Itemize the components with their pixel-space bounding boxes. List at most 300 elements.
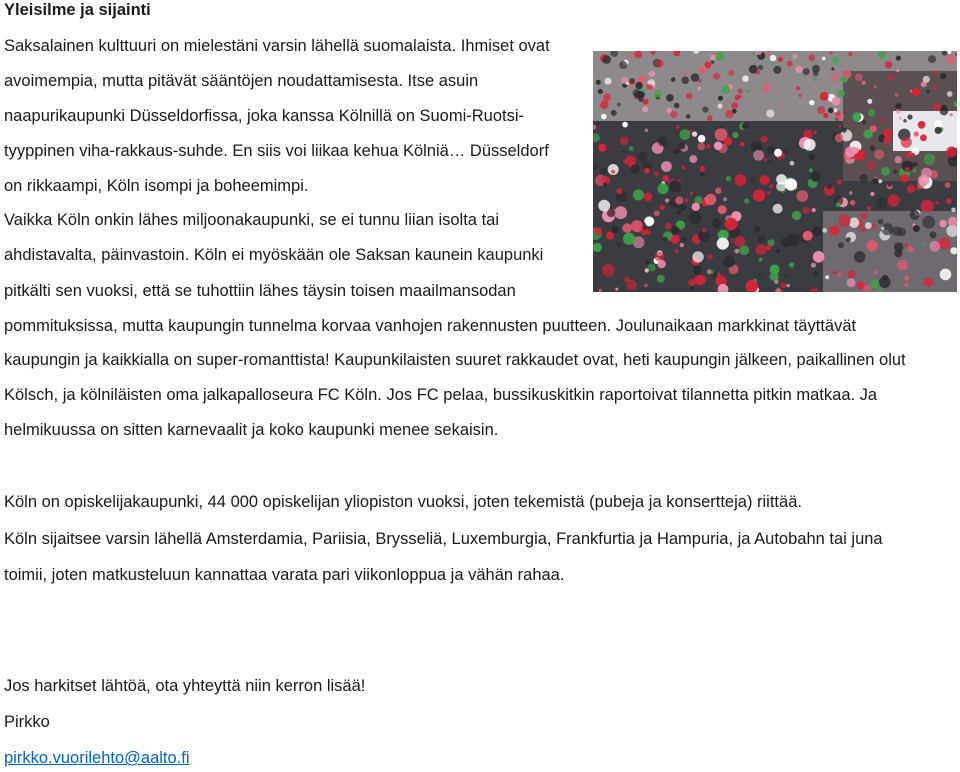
photo-texture-dot xyxy=(776,249,781,254)
photo-texture-dot xyxy=(842,128,847,133)
photo-texture-dot xyxy=(896,56,901,61)
photo-texture-dot xyxy=(644,230,649,235)
photo-texture-dot xyxy=(756,71,760,75)
photo-texture-dot xyxy=(611,226,619,234)
photo-texture-dot xyxy=(923,277,933,287)
photo-texture-dot xyxy=(679,143,686,150)
photo-texture-dot xyxy=(895,103,901,109)
photo-texture-dot xyxy=(763,80,766,83)
photo-texture-dot xyxy=(861,213,868,220)
photo-texture-dot xyxy=(768,239,775,246)
photo-texture-dot xyxy=(848,52,852,56)
photo-texture-dot xyxy=(774,149,782,157)
photo-texture-dot xyxy=(935,127,942,134)
photo-texture-dot xyxy=(704,61,711,68)
photo-texture-dot xyxy=(758,236,765,243)
photo-texture-dot xyxy=(605,78,612,85)
photo-texture-dot xyxy=(600,101,608,109)
photo-texture-dot xyxy=(688,279,695,286)
photo-texture-dot xyxy=(848,270,856,278)
photo-texture-dot xyxy=(642,89,646,93)
photo-texture-dot xyxy=(676,125,680,129)
photo-texture-dot xyxy=(905,167,910,172)
photo-texture-dot xyxy=(881,167,890,176)
photo-texture-dot xyxy=(929,241,940,252)
photo-texture-dot xyxy=(830,51,833,54)
photo-texture-dot xyxy=(681,77,689,85)
photo-texture-dot xyxy=(881,227,884,230)
photo-texture-dot xyxy=(671,226,680,235)
paragraph-line: Saksalainen kulttuuri on mielestäni varsin lähellä suomalaista. Ihmiset ovat xyxy=(4,37,550,55)
photo-texture-dot xyxy=(924,154,936,166)
photo-texture-dot xyxy=(811,263,816,268)
photo-texture-dot xyxy=(867,206,871,210)
photo-texture-dot xyxy=(686,114,691,119)
photo-texture-dot xyxy=(845,146,856,157)
photo-texture-dot xyxy=(754,226,760,232)
photo-texture-dot xyxy=(809,75,812,78)
photo-texture-dot xyxy=(832,56,839,63)
paragraph-line: pommituksissa, mutta kaupungin tunnelma korvaa vanhojen rakennusten puutteen. Joulunaikaan markkinat täyttävät xyxy=(4,317,857,335)
paragraph-line: Köln sijaitsee varsin lähellä Amsterdamia, Pariisia, Brysseliä, Luxemburgia, Frankfurtia ja Hampuria, ja Autobahn tai juna xyxy=(4,530,883,548)
photo-texture-dot xyxy=(663,175,669,181)
photo-texture-dot xyxy=(769,184,773,188)
photo-texture-dot xyxy=(773,204,783,214)
photo-texture-dot xyxy=(607,209,615,217)
photo-texture-dot xyxy=(654,171,659,176)
photo-texture-dot xyxy=(645,129,649,133)
photo-texture-dot xyxy=(692,203,700,211)
photo-texture-dot xyxy=(598,144,606,152)
photo-texture-dot xyxy=(830,73,839,82)
email-link[interactable]: pirkko.vuorilehto@aalto.fi xyxy=(4,749,190,767)
photo-texture-dot xyxy=(671,77,676,82)
photo-texture-dot xyxy=(781,282,787,288)
photo-texture-dot xyxy=(876,197,887,208)
photo-texture-dot xyxy=(600,167,607,174)
photo-texture-dot xyxy=(654,210,660,216)
photo-texture-dot xyxy=(712,219,721,228)
photo-texture-dot xyxy=(926,89,930,93)
photo-texture-dot xyxy=(724,137,732,145)
photo-texture-dot xyxy=(822,57,826,61)
photo-texture-dot xyxy=(601,114,607,120)
photo-texture-dot xyxy=(623,233,635,245)
photo-texture-dot xyxy=(669,201,675,207)
photo-texture-dot xyxy=(644,168,650,174)
photo-texture-dot xyxy=(705,194,716,205)
photo-texture-dot xyxy=(674,148,680,154)
photo-texture-dot xyxy=(619,61,627,69)
photo-texture-dot xyxy=(913,225,920,232)
section-heading: Yleisilme ja sijainti xyxy=(4,1,151,19)
photo-texture-dot xyxy=(888,183,892,187)
photo-texture-dot xyxy=(896,109,901,114)
photo-texture-dot xyxy=(699,67,706,74)
photo-texture-dot xyxy=(838,125,841,128)
photo-texture-dot xyxy=(716,52,725,61)
signature-name: Pirkko xyxy=(4,713,50,731)
photo-texture-dot xyxy=(669,180,681,192)
photo-texture-dot xyxy=(682,237,688,243)
photo-texture-dot xyxy=(622,223,632,233)
photo-texture-dot xyxy=(951,208,956,213)
photo-texture-dot xyxy=(921,81,927,87)
photo-texture-dot xyxy=(694,275,705,286)
photo-texture-dot xyxy=(778,57,783,62)
photo-texture-dot xyxy=(796,86,800,90)
photo-texture-dot xyxy=(644,284,648,288)
photo-texture-dot xyxy=(611,110,617,116)
photo-texture-dot xyxy=(770,55,776,61)
paragraph-line: naapurikaupunki Düsseldorfissa, joka kanssa Kölnillä on Suomi-Ruotsi- xyxy=(4,107,525,125)
photo-texture-dot xyxy=(838,90,845,97)
photo-texture-dot xyxy=(850,200,855,205)
photo-texture-dot xyxy=(873,85,877,89)
photo-texture-dot xyxy=(878,288,882,292)
paragraph-line: on rikkaampi, Köln isompi ja boheemimpi. xyxy=(4,177,309,195)
photo-texture-dot xyxy=(797,190,809,202)
photo-texture-dot xyxy=(675,196,683,204)
paragraph-line: toimii, joten matkusteluun kannattaa varata pari viikonloppua ja vähän rahaa. xyxy=(4,566,565,584)
photo-texture-dot xyxy=(615,288,618,291)
photo-texture-dot xyxy=(803,206,811,214)
photo-texture-dot xyxy=(657,275,665,283)
photo-texture-dot xyxy=(734,236,745,247)
photo-texture-dot xyxy=(934,70,939,75)
photo-texture-dot xyxy=(933,85,938,90)
photo-texture-dot xyxy=(867,161,875,169)
photo-texture-dot xyxy=(666,94,674,102)
photo-texture-dot xyxy=(809,168,813,172)
photo-texture-dot xyxy=(767,51,771,55)
photo-texture-dot xyxy=(813,251,825,263)
photo-texture-dot xyxy=(654,90,662,98)
photo-texture-dot xyxy=(870,192,874,196)
photo-texture-dot xyxy=(792,211,801,220)
photo-texture-dot xyxy=(928,55,936,63)
photo-texture-dot xyxy=(869,146,875,152)
photo-texture-dot xyxy=(657,183,668,194)
photo-texture-dot xyxy=(921,168,932,179)
photo-texture-dot xyxy=(674,249,679,254)
photo-texture-dot xyxy=(920,134,927,141)
photo-texture-dot xyxy=(810,172,820,182)
photo-texture-dot xyxy=(707,115,713,121)
photo-texture-dot xyxy=(773,66,781,74)
photo-texture-dot xyxy=(881,119,885,123)
photo-texture-dot xyxy=(758,65,763,70)
photo-texture-dot xyxy=(888,75,893,80)
photo-texture-dot xyxy=(621,77,629,85)
photo-texture-dot xyxy=(603,182,607,186)
photo-texture-dot xyxy=(871,280,880,289)
photo-texture-dot xyxy=(603,93,611,101)
photo-texture-dot xyxy=(938,237,950,249)
photo-texture-dot xyxy=(854,251,866,263)
photo-texture-dot xyxy=(859,174,867,182)
photo-texture-dot xyxy=(761,136,768,143)
photo-texture-dot xyxy=(634,91,643,100)
photo-texture-dot xyxy=(893,169,897,173)
photo-texture-dot xyxy=(665,223,671,229)
photo-texture-dot xyxy=(831,67,834,70)
photo-texture-dot xyxy=(903,119,907,123)
paragraph-line: Vaikka Köln onkin lähes miljoonakaupunki, se ei tunnu liian isolta tai xyxy=(4,211,499,229)
photo-texture-dot xyxy=(857,282,865,290)
photo-texture-dot xyxy=(895,93,899,97)
photo-texture-dot xyxy=(689,286,694,291)
photo-texture-dot xyxy=(837,273,842,278)
photo-texture-dot xyxy=(829,226,839,236)
photo-texture-dot xyxy=(910,210,920,220)
photo-texture-dot xyxy=(642,107,648,113)
photo-texture-dot xyxy=(870,125,877,132)
photo-texture-dot xyxy=(602,264,615,277)
photo-texture-dot xyxy=(907,185,916,194)
photo-texture-dot xyxy=(689,212,702,225)
photo-texture-dot xyxy=(657,260,666,269)
photo-texture-dot xyxy=(700,166,706,172)
photo-texture-dot xyxy=(855,73,863,81)
photo-texture-dot xyxy=(904,244,908,248)
paragraph-line: Kölsch, ja kölniläisten oma jalkapalloseura FC Köln. Jos FC pelaa, bussikuskitkin raportoivat tilannetta pitkin matkaa. Ja xyxy=(4,386,878,404)
photo-texture-dot xyxy=(767,146,775,154)
photo-texture-dot xyxy=(878,179,882,183)
photo-texture-dot xyxy=(759,258,763,262)
photo-texture-dot xyxy=(885,61,892,68)
photo-texture-dot xyxy=(684,73,687,76)
photo-texture-dot xyxy=(835,134,844,143)
paragraph-line: Köln on opiskelijakaupunki, 44 000 opiskelijan yliopiston vuoksi, joten tekemistä (pubeja ja konsertteja) riittää. xyxy=(4,493,802,511)
photo-texture-dot xyxy=(940,269,952,281)
photo-texture-dot xyxy=(776,182,786,192)
photo-texture-dot xyxy=(645,261,649,265)
photo-texture-dot xyxy=(614,206,627,219)
photo-texture-dot xyxy=(770,272,779,281)
photo-texture-dot xyxy=(847,278,856,287)
photo-texture-dot xyxy=(693,266,702,275)
photo-texture-dot xyxy=(629,78,635,84)
photo-texture-dot xyxy=(808,154,815,161)
photo-texture-dot xyxy=(888,194,900,206)
photo-texture-dot xyxy=(771,61,776,66)
photo-texture-dot xyxy=(921,200,934,213)
photo-texture-dot xyxy=(861,120,866,125)
photo-texture-dot xyxy=(735,174,747,186)
photo-texture-dot xyxy=(904,275,909,280)
photo-texture-dot xyxy=(927,174,930,177)
photo-texture-dot xyxy=(813,227,823,237)
photo-texture-dot xyxy=(820,92,829,101)
photo-texture-dot xyxy=(825,275,829,279)
photo-texture-dot xyxy=(940,220,947,227)
photo-texture-dot xyxy=(752,53,755,56)
photo-texture-dot xyxy=(912,88,920,96)
photo-texture-dot xyxy=(717,238,729,250)
photo-texture-dot xyxy=(698,135,706,143)
photo-texture-dot xyxy=(874,149,884,159)
photo-texture-dot xyxy=(798,94,801,97)
photo-texture-dot xyxy=(828,108,834,114)
photo-texture-dot xyxy=(684,198,688,202)
paragraph-line: ahdistavalta, päinvastoin. Köln ei myöskään ole Saksan kaunein kaupunki xyxy=(4,246,544,264)
photo-texture-dot xyxy=(914,131,919,136)
photo-texture-dot xyxy=(817,106,825,114)
photo-texture-dot xyxy=(629,53,633,57)
photo-texture-dot xyxy=(922,216,935,229)
photo-texture-dot xyxy=(789,262,794,267)
photo-texture-dot xyxy=(753,150,764,161)
photo-texture-dot xyxy=(814,131,817,134)
carnival-crowd-photo xyxy=(593,51,957,292)
photo-texture-dot xyxy=(878,51,886,59)
photo-texture-dot xyxy=(710,55,716,61)
photo-texture-dot xyxy=(836,202,841,207)
photo-texture-dot xyxy=(838,242,844,248)
photo-texture-dot xyxy=(904,283,908,287)
photo-texture-dot xyxy=(813,77,818,82)
photo-texture-dot xyxy=(623,159,628,164)
photo-texture-dot xyxy=(700,173,704,177)
photo-texture-dot xyxy=(710,270,714,274)
photo-texture-dot xyxy=(883,129,892,138)
photo-texture-dot xyxy=(728,70,734,76)
photo-texture-dot xyxy=(838,215,851,228)
photo-texture-dot xyxy=(827,184,833,190)
photo-texture-dot xyxy=(622,122,628,128)
photo-texture-dot xyxy=(785,275,788,278)
paragraph-line: avoimempia, mutta pitävät sääntöjen noudattamisesta. Itse asuin xyxy=(4,72,479,90)
photo-texture-dot xyxy=(731,102,738,109)
photo-texture-dot xyxy=(617,242,622,247)
photo-texture-dot xyxy=(737,88,743,94)
photo-texture-dot xyxy=(897,260,908,271)
photo-texture-dot xyxy=(883,136,891,144)
photo-texture-dot xyxy=(803,231,813,241)
photo-texture-dot xyxy=(746,89,749,92)
photo-texture-dot xyxy=(750,177,755,182)
photo-texture-dot xyxy=(742,123,749,130)
photo-texture-dot xyxy=(849,191,853,195)
photo-texture-dot xyxy=(935,201,939,205)
photo-texture-dot xyxy=(611,170,615,174)
photo-texture-dot xyxy=(763,85,771,93)
photo-texture-dot xyxy=(878,219,884,225)
photo-texture-dot xyxy=(598,89,603,94)
photo-texture-dot xyxy=(760,175,770,185)
photo-texture-dot xyxy=(725,218,738,231)
photo-texture-dot xyxy=(715,188,721,194)
paragraph-line: helmikuussa on sitten karnevaalit ja koko kaupunki menee sekaisin. xyxy=(4,421,499,439)
photo-texture-dot xyxy=(843,70,852,79)
photo-texture-dot xyxy=(658,136,668,146)
photo-texture-dot xyxy=(894,242,904,252)
photo-texture-dot xyxy=(691,73,700,82)
photo-texture-dot xyxy=(744,198,750,204)
photo-texture-dot xyxy=(896,69,899,72)
photo-texture-dot xyxy=(726,176,732,182)
photo-texture-dot xyxy=(697,143,705,151)
photo-texture-dot xyxy=(795,66,802,73)
photo-texture-dot xyxy=(832,97,841,106)
photo-texture-dot xyxy=(711,60,714,63)
photo-texture-dot xyxy=(620,137,629,146)
photo-texture-dot xyxy=(895,156,902,163)
photo-texture-dot xyxy=(742,76,748,82)
photo-texture-dot xyxy=(892,226,902,236)
photo-texture-dot xyxy=(861,227,866,232)
photo-texture-dot xyxy=(631,220,643,232)
photo-texture-dot xyxy=(918,121,926,129)
photo-texture-dot xyxy=(861,81,866,86)
photo-texture-dot xyxy=(646,84,651,89)
photo-texture-dot xyxy=(930,231,937,238)
photo-texture-dot xyxy=(602,55,611,64)
photo-texture-dot xyxy=(790,161,795,166)
photo-texture-dot xyxy=(593,243,602,252)
photo-texture-dot xyxy=(692,131,697,136)
photo-texture-dot xyxy=(723,197,727,201)
photo-texture-dot xyxy=(940,107,949,116)
photo-texture-dot xyxy=(852,112,861,121)
photo-texture-dot xyxy=(949,113,952,116)
photo-texture-dot xyxy=(946,146,957,157)
photo-texture-dot xyxy=(686,93,693,100)
photo-texture-dot xyxy=(781,238,791,248)
photo-texture-dot xyxy=(812,65,820,73)
photo-texture-dot xyxy=(713,73,720,80)
photo-texture-dot xyxy=(665,198,669,202)
photo-texture-dot xyxy=(874,271,878,275)
photo-texture-dot xyxy=(735,249,740,254)
photo-texture-dot xyxy=(732,132,738,138)
photo-texture-dot xyxy=(865,222,872,229)
photo-texture-dot xyxy=(707,254,713,260)
photo-texture-dot xyxy=(753,189,765,201)
photo-texture-dot xyxy=(706,144,710,148)
photo-texture-dot xyxy=(781,103,785,107)
photo-texture-dot xyxy=(629,146,634,151)
photo-texture-dot xyxy=(738,95,742,99)
photo-texture-dot xyxy=(692,251,703,262)
photo-texture-dot xyxy=(868,109,875,116)
photo-texture-dot xyxy=(786,284,790,288)
photo-texture-dot xyxy=(834,108,838,112)
paragraph-line: kaupungin ja kaikkialla on super-romanttista! Kaupunkilaisten suuret rakkaudet ovat, heti kaupungin jälkeen, paikallinen olut xyxy=(4,351,906,369)
paragraph-line: pitkälti sen vuoksi, että se tuhottiin lähes täysin toisen maailmansodan xyxy=(4,282,516,300)
photo-texture-dot xyxy=(813,271,818,276)
photo-texture-dot xyxy=(809,100,814,105)
photo-texture-dot xyxy=(638,152,647,161)
photo-texture-dot xyxy=(812,208,816,212)
photo-texture-dot xyxy=(947,91,953,97)
crowd-image xyxy=(593,51,957,292)
photo-texture-dot xyxy=(702,106,708,112)
photo-texture-dot xyxy=(822,228,827,233)
photo-texture-dot xyxy=(946,198,951,203)
photo-texture-dot xyxy=(624,277,629,282)
photo-texture-dot xyxy=(622,150,625,153)
photo-texture-dot xyxy=(804,139,816,151)
photo-texture-dot xyxy=(721,85,730,94)
photo-texture-dot xyxy=(940,73,946,79)
photo-texture-dot xyxy=(630,164,640,174)
photo-texture-dot xyxy=(594,227,602,235)
photo-texture-dot xyxy=(766,110,774,118)
photo-texture-dot xyxy=(833,271,837,275)
photo-texture-dot xyxy=(837,179,842,184)
